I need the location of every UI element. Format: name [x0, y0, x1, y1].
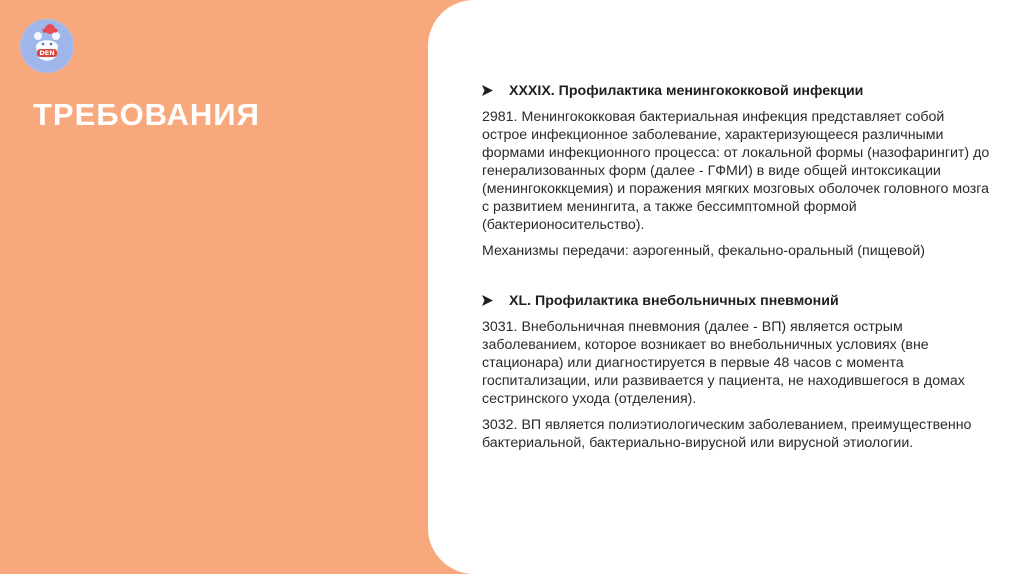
page-title: ТРЕБОВАНИЯ	[33, 97, 260, 132]
section-heading-meningococcal	[482, 82, 992, 100]
meningococcal-paragraph-2: Механизмы передачи: аэрогенный, фекально-оральный (пищевой)	[482, 243, 925, 259]
section-heading-text: XL. Профилактика внебольничных пневмоний	[509, 293, 839, 309]
bullet-arrow-icon	[482, 85, 493, 96]
mascot-logo-icon	[20, 19, 74, 73]
bullet-arrow-icon	[482, 295, 493, 306]
pneumonia-paragraph-1: 3031. Внебольничная пневмония (далее - ВП) является острым заболеванием, которое возникает во внебольничных условиях (вне стационара) или диагностируется в первые 48 часов с момента госпитализации, или развивается у пациента, не находившегося в домах сестринского ухода (отделения).	[482, 319, 965, 407]
section-heading-text: XXXIX. Профилактика менингококковой инфекции	[509, 83, 864, 99]
left-orange-panel	[0, 0, 470, 574]
section-spacer	[482, 268, 992, 292]
pneumonia-paragraph-2: 3032. ВП является полиэтиологическим заболеванием, преимущественно бактериальной, бактериально-вирусной или вирусной этиологии.	[482, 417, 972, 451]
content-text-block	[482, 82, 992, 460]
meningococcal-paragraph-1: 2981. Менингококковая бактериальная инфекция представляет собой острое инфекционное заболевание, характеризующееся различными формами инфекционного процесса: от локальной формы (назофарингит) до генерализованных форм (далее - ГФМИ) в виде общей интоксикации (менингококкцемия) и поражения мягких мозговых оболочек головного мозга с развитием менингита, а также бессимптомной формой (бактерионосительство).	[482, 109, 990, 233]
logo-text: DEN	[39, 49, 55, 57]
section-heading-pneumonia	[482, 292, 992, 310]
